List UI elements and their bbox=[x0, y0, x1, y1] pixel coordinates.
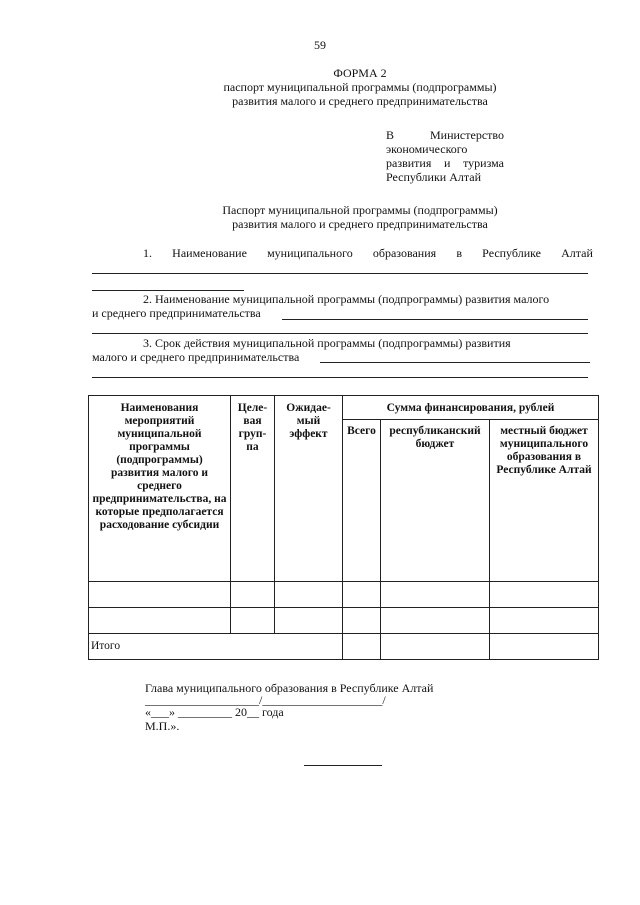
passport-title-line1: Паспорт муниципальной программы (подпрограммы) bbox=[222, 203, 498, 217]
header-target-group: Целе-вая груп-па bbox=[231, 396, 275, 582]
form-subtitle-line2: развития малого и среднего предпринимательства bbox=[232, 94, 488, 108]
item1-word: 1. bbox=[143, 246, 152, 260]
item1-fill-line[interactable] bbox=[92, 273, 588, 274]
closing-divider bbox=[304, 765, 382, 766]
item3-line1 bbox=[143, 336, 561, 350]
table-cell[interactable] bbox=[275, 582, 343, 608]
signature-stamp: М.П.». bbox=[145, 719, 180, 733]
signature-date-line[interactable]: «___» _________ 20__ года bbox=[145, 705, 284, 719]
item1-fill-line-2[interactable] bbox=[92, 290, 244, 291]
total-cell[interactable] bbox=[490, 634, 599, 660]
header-measure-name: Наименования мероприятий муниципальной программы (подпрограммы) развития малого и среднего предпринимательства, на которые предполагается расходование субсидии bbox=[89, 396, 231, 582]
addressee-line3-mid: и bbox=[444, 156, 451, 170]
table-cell[interactable] bbox=[231, 608, 275, 634]
header-local-budget: местный бюджет муниципального образования в Республике Алтай bbox=[490, 420, 599, 582]
table-cell[interactable] bbox=[381, 608, 490, 634]
header-total: Всего bbox=[343, 420, 381, 582]
total-label: Итого bbox=[89, 634, 343, 660]
passport-title-line2: развития малого и среднего предпринимательства bbox=[232, 217, 488, 231]
total-cell[interactable] bbox=[381, 634, 490, 660]
table-cell[interactable] bbox=[275, 608, 343, 634]
item2-fill-line-2[interactable] bbox=[92, 333, 588, 334]
table-cell[interactable] bbox=[490, 582, 599, 608]
form-subtitle-line1: паспорт муниципальной программы (подпрограммы) bbox=[223, 80, 497, 94]
form-title: ФОРМА 2 bbox=[333, 66, 387, 80]
item1-word: Республике bbox=[482, 246, 541, 260]
table-cell[interactable] bbox=[381, 582, 490, 608]
table-total-row bbox=[89, 634, 599, 660]
table-cell[interactable] bbox=[343, 608, 381, 634]
table-cell[interactable] bbox=[89, 582, 231, 608]
signature-slash-line[interactable]: ___________________/____________________/ bbox=[145, 693, 386, 707]
table-cell[interactable] bbox=[490, 608, 599, 634]
page-number: 59 bbox=[314, 38, 326, 52]
addressee-block bbox=[386, 128, 504, 184]
signature-block bbox=[145, 681, 545, 733]
table-cell[interactable] bbox=[89, 608, 231, 634]
addressee-line3-right: туризма bbox=[463, 156, 504, 170]
table-row bbox=[89, 608, 599, 634]
item3-line2: малого и среднего предпринимательства bbox=[92, 350, 300, 364]
item1-word: муниципального bbox=[267, 246, 353, 260]
addressee-line4: Республики Алтай bbox=[386, 170, 481, 184]
header-expected-effect: Ожидае-мый эффект bbox=[275, 396, 343, 582]
item1-word: в bbox=[456, 246, 463, 260]
item3-fill-line-2[interactable] bbox=[92, 377, 588, 378]
item2-line1: 2. Наименование муниципальной программы (подпрограммы) развития малого bbox=[143, 292, 550, 306]
financing-table bbox=[88, 395, 599, 660]
item1-word: Наименование bbox=[172, 246, 247, 260]
item1-text bbox=[143, 246, 593, 260]
addressee-line2: экономического bbox=[386, 142, 468, 156]
item3-line1-text: 3. Срок действия муниципальной программы (подпрограммы) развития bbox=[143, 336, 511, 350]
item2-fill-line[interactable] bbox=[282, 319, 588, 320]
item3-fill-line[interactable] bbox=[320, 362, 590, 363]
item1-word: Алтай bbox=[561, 246, 593, 260]
addressee-ministry: Министерство bbox=[430, 128, 504, 142]
addressee-preposition: В bbox=[386, 128, 395, 142]
signature-head: Глава муниципального образования в Республике Алтай bbox=[145, 681, 434, 695]
addressee-line3-left: развития bbox=[386, 156, 432, 170]
header-republic-budget: республиканский бюджет bbox=[381, 420, 490, 582]
table-row bbox=[89, 582, 599, 608]
header-financing-sum: Сумма финансирования, рублей bbox=[343, 396, 599, 420]
table-cell[interactable] bbox=[343, 582, 381, 608]
passport-title bbox=[150, 203, 570, 231]
form-header bbox=[150, 66, 570, 108]
item2-line2: и среднего предпринимательства bbox=[92, 306, 261, 320]
item1-word: образования bbox=[372, 246, 437, 260]
total-cell[interactable] bbox=[343, 634, 381, 660]
table-cell[interactable] bbox=[231, 582, 275, 608]
